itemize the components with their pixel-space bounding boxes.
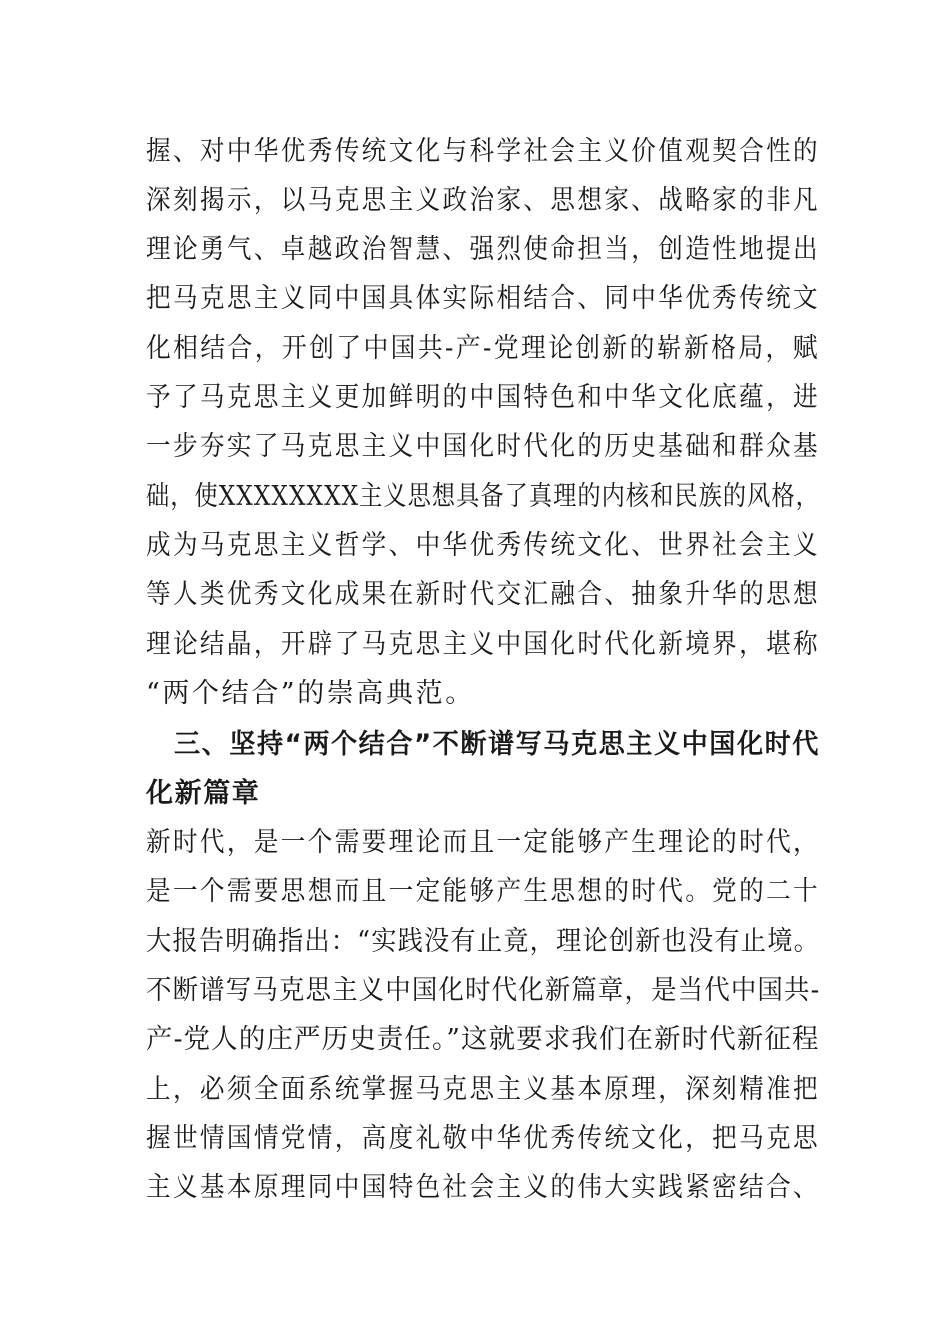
body-line: 理论结晶，开辟了马克思主义中国化时代化新境界，堪称: [146, 629, 820, 660]
body-line: 把马克思主义同中国具体实际相结合、同中华优秀传统文: [146, 283, 820, 314]
body-line: 深刻揭示，以马克思主义政治家、思想家、战略家的非凡: [146, 185, 820, 216]
body-line: 不断谱写马克思主义中国化时代化新篇章，是当代中国共-: [146, 975, 821, 1006]
body-line: 产-党人的庄严历史责任。”这就要求我们在新时代新征程: [146, 1024, 820, 1055]
body-line: 理论勇气、卓越政治智慧、强烈使命担当，创造性地提出: [146, 234, 820, 265]
body-line: 等人类优秀文化成果在新时代交汇融合、抽象升华的思想: [146, 579, 820, 610]
body-line: 上，必须全面系统掌握马克思主义基本原理，深刻精准把: [146, 1074, 820, 1105]
body-line: 一步夯实了马克思主义中国化时代化的历史基础和群众基: [146, 431, 820, 462]
body-line: 化相结合，开创了中国共-产-党理论创新的崭新格局，赋: [146, 333, 820, 364]
body-line: 大报告明确指出：“实践没有止竟，理论创新也没有止境。: [146, 926, 821, 957]
body-line: 握、对中华优秀传统文化与科学社会主义价值观契合性的: [146, 136, 820, 167]
body-line: 是一个需要思想而且一定能够产生思想的时代。党的二十: [146, 876, 820, 907]
body-line: “两个结合”的崇高典范。: [146, 678, 475, 709]
body-line: 握世情国情党情，高度礼敬中华优秀传统文化，把马克思: [146, 1123, 820, 1154]
section-heading: 三、坚持“两个结合”不断谱写马克思主义中国化时代: [174, 729, 820, 760]
body-line: 主义基本原理同中国特色社会主义的伟大实践紧密结合、: [146, 1172, 820, 1203]
section-heading-continued: 化新篇章: [146, 778, 261, 809]
body-line: 础，使XXXXXXXX主义思想具备了真理的内核和民族的风格，: [146, 481, 820, 512]
body-line: 新时代，是一个需要理论而且一定能够产生理论的时代，: [146, 827, 820, 858]
body-line: 予了马克思主义更加鲜明的中国特色和中华文化底蕴，进: [146, 382, 820, 413]
body-line: 成为马克思主义哲学、中华优秀传统文化、世界社会主义: [146, 530, 820, 561]
